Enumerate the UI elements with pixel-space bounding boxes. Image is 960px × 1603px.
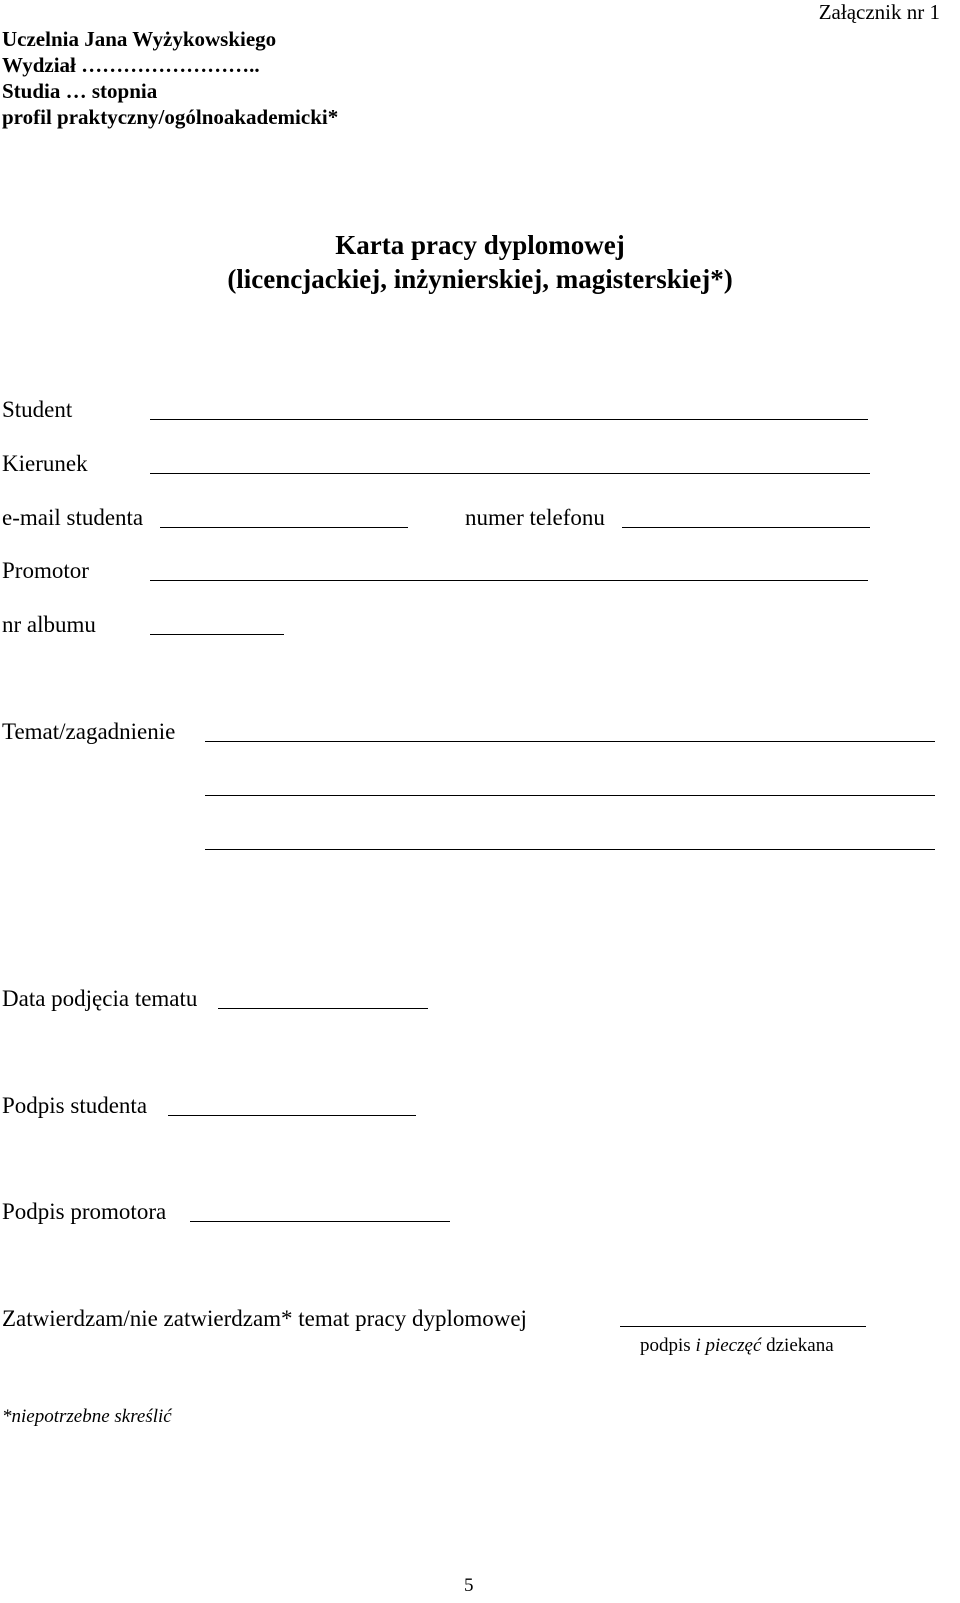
phone-field[interactable]	[622, 527, 870, 528]
studies-level-line: Studia … stopnia	[2, 79, 158, 103]
student-field[interactable]	[150, 419, 868, 420]
faculty-line: Wydział ……………………..	[2, 53, 260, 77]
field-of-study-label: Kierunek	[2, 451, 88, 476]
topic-field-line-2[interactable]	[205, 795, 935, 796]
student-label: Student	[2, 397, 73, 422]
phone-label: numer telefonu	[465, 505, 605, 530]
topic-field-line-3[interactable]	[205, 849, 935, 850]
student-signature-field[interactable]	[168, 1115, 416, 1116]
attachment-label: Załącznik nr 1	[818, 0, 940, 24]
email-label: e-mail studenta	[2, 505, 144, 530]
dean-signature-caption	[640, 1335, 834, 1357]
supervisor-signature-field[interactable]	[190, 1221, 450, 1222]
dean-caption-prefix: podpis	[640, 1335, 696, 1356]
topic-date-label: Data podjęcia tematu	[2, 986, 198, 1011]
album-number-label: nr albumu	[2, 612, 96, 637]
field-of-study-field[interactable]	[150, 473, 870, 474]
student-signature-label: Podpis studenta	[2, 1093, 148, 1118]
approval-statement: Zatwierdzam/nie zatwierdzam* temat pracy dyplomowej	[2, 1306, 527, 1331]
dean-caption-suffix: dziekana	[761, 1335, 834, 1356]
dean-signature-field[interactable]	[620, 1326, 866, 1327]
study-profile-line: profil praktyczny/ogólnoakademicki*	[2, 105, 339, 129]
topic-label: Temat/zagadnienie	[2, 719, 176, 744]
footnote: *niepotrzebne skreślić	[2, 1406, 172, 1427]
university-name: Uczelnia Jana Wyżykowskiego	[2, 27, 277, 51]
supervisor-signature-label: Podpis promotora	[2, 1199, 167, 1224]
document-subtitle: (licencjackiej, inżynierskiej, magisterskiej*)	[227, 264, 733, 294]
supervisor-label: Promotor	[2, 558, 89, 583]
document-title: Karta pracy dyplomowej	[335, 230, 625, 260]
email-field[interactable]	[160, 527, 408, 528]
dean-caption-stamp: i pieczęć	[695, 1335, 762, 1356]
topic-field-line-1[interactable]	[205, 741, 935, 742]
topic-date-field[interactable]	[218, 1008, 428, 1009]
supervisor-field[interactable]	[150, 580, 868, 581]
page-number: 5	[464, 1575, 474, 1596]
album-number-field[interactable]	[150, 634, 284, 635]
